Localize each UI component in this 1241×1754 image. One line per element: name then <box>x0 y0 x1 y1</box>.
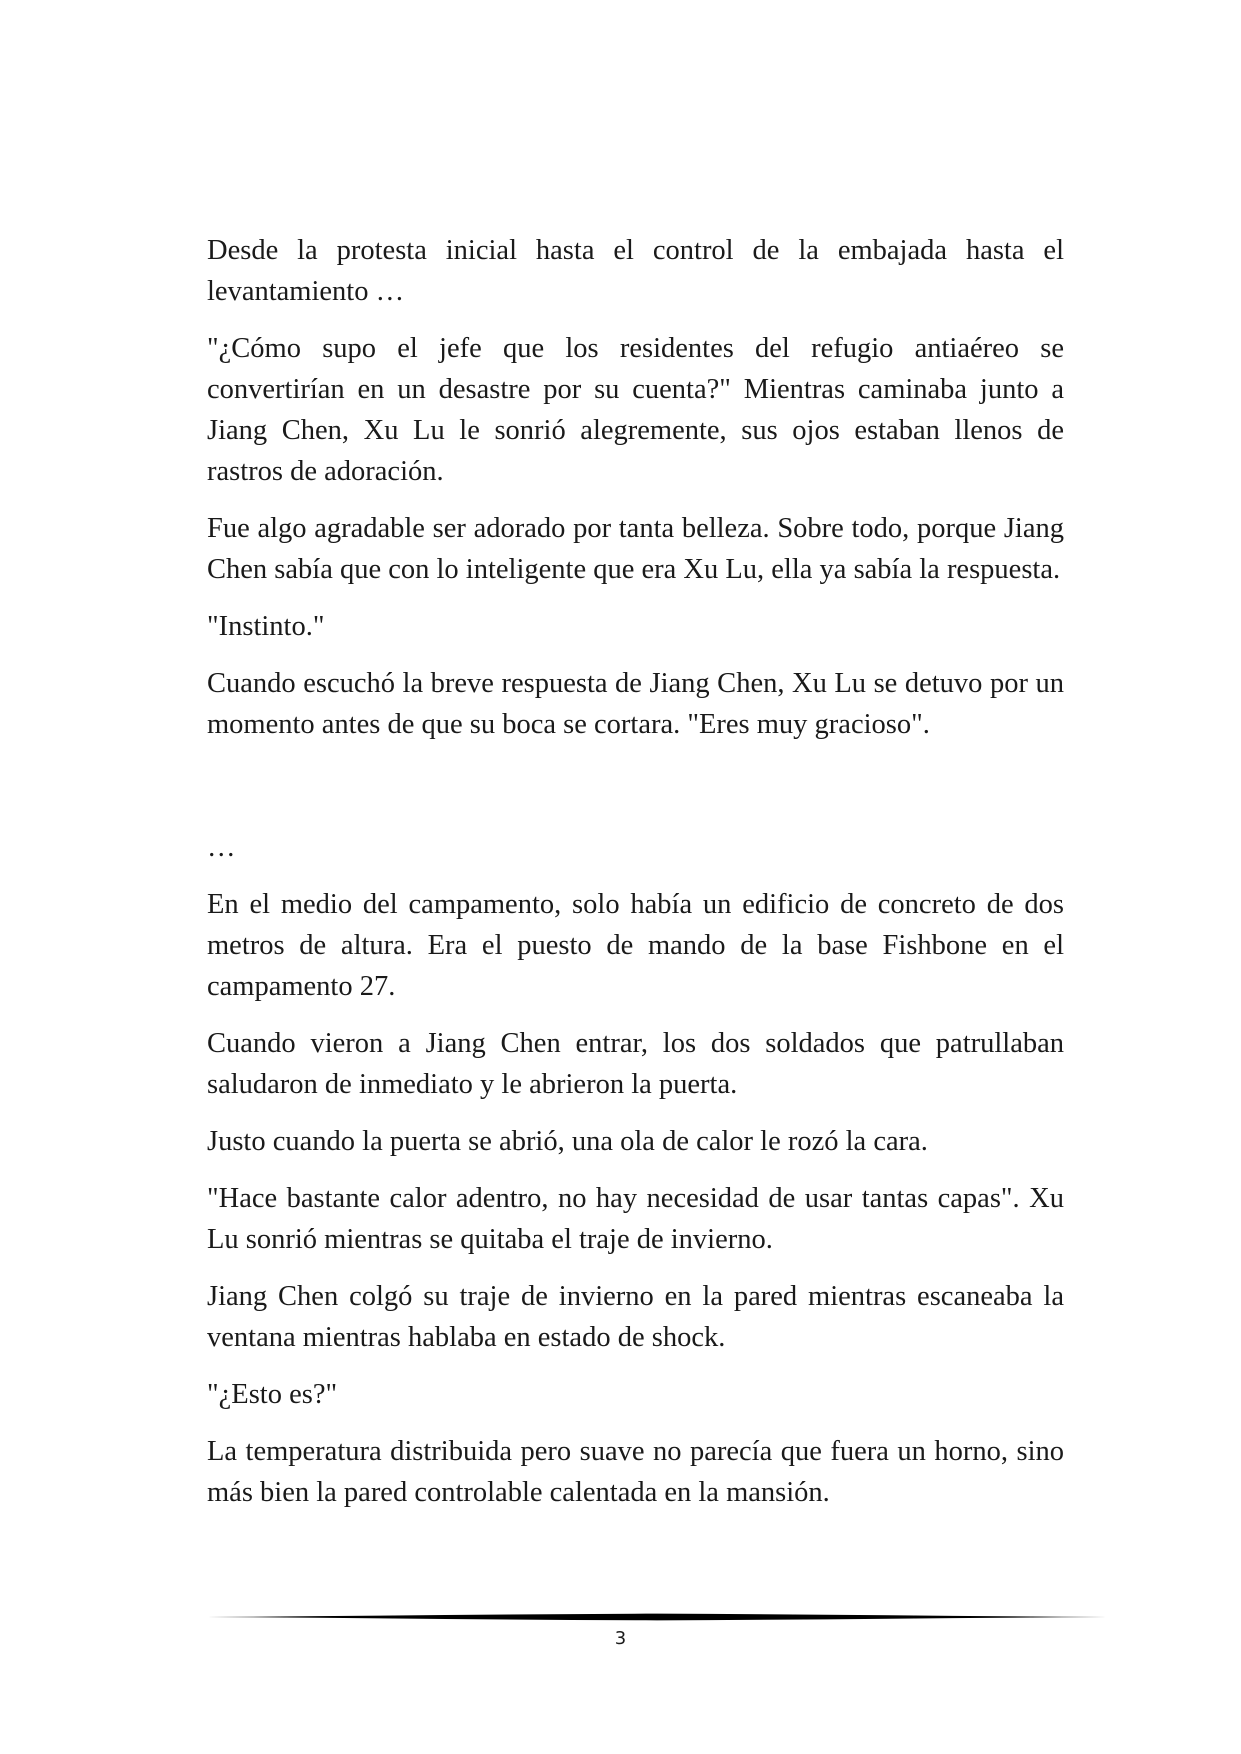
paragraph-2: "¿Cómo supo el jefe que los residentes del refugio antiaéreo se convertirían en un desastre por su cuenta?" Mientras caminaba junto a Jiang Chen, Xu Lu le sonrió alegremente, sus ojos estaban llenos de rastros de adoración. <box>207 333 1064 487</box>
paragraph-3: Fue algo agradable ser adorado por tanta belleza. Sobre todo, porque Jiang Chen sabía que con lo inteligente que era Xu Lu, ella ya sabía la respuesta. <box>207 513 1064 585</box>
paragraph-10: Jiang Chen colgó su traje de invierno en la pared mientras escaneaba la ventana mientras hablaba en estado de shock. <box>207 1281 1064 1353</box>
page-number: 3 <box>614 1628 627 1649</box>
section-break-ellipsis: … <box>207 832 236 863</box>
section-gap <box>207 761 1064 827</box>
paragraph-7: Cuando vieron a Jiang Chen entrar, los dos soldados que patrullaban saludaron de inmediato y le abrieron la puerta. <box>207 1028 1064 1100</box>
paragraph-11: "¿Esto es?" <box>207 1379 338 1410</box>
body-text <box>207 230 1064 1529</box>
paragraph-6: En el medio del campamento, solo había un edificio de concreto de dos metros de altura. Era el puesto de mando de la base Fishbone en el campamento 27. <box>207 889 1064 1002</box>
footer-divider <box>207 1611 1107 1623</box>
paragraph-12: La temperatura distribuida pero suave no parecía que fuera un horno, sino más bien la pared controlable calentada en la mansión. <box>207 1436 1064 1508</box>
paragraph-4: "Instinto." <box>207 611 325 642</box>
paragraph-1: Desde la protesta inicial hasta el control de la embajada hasta el levantamiento … <box>207 235 1064 307</box>
paragraph-5: Cuando escuchó la breve respuesta de Jiang Chen, Xu Lu se detuvo por un momento antes de que su boca se cortara. "Eres muy gracioso". <box>207 668 1064 740</box>
paragraph-9: "Hace bastante calor adentro, no hay necesidad de usar tantas capas". Xu Lu sonrió mientras se quitaba el traje de invierno. <box>207 1183 1064 1255</box>
paragraph-8: Justo cuando la puerta se abrió, una ola de calor le rozó la cara. <box>207 1126 928 1157</box>
